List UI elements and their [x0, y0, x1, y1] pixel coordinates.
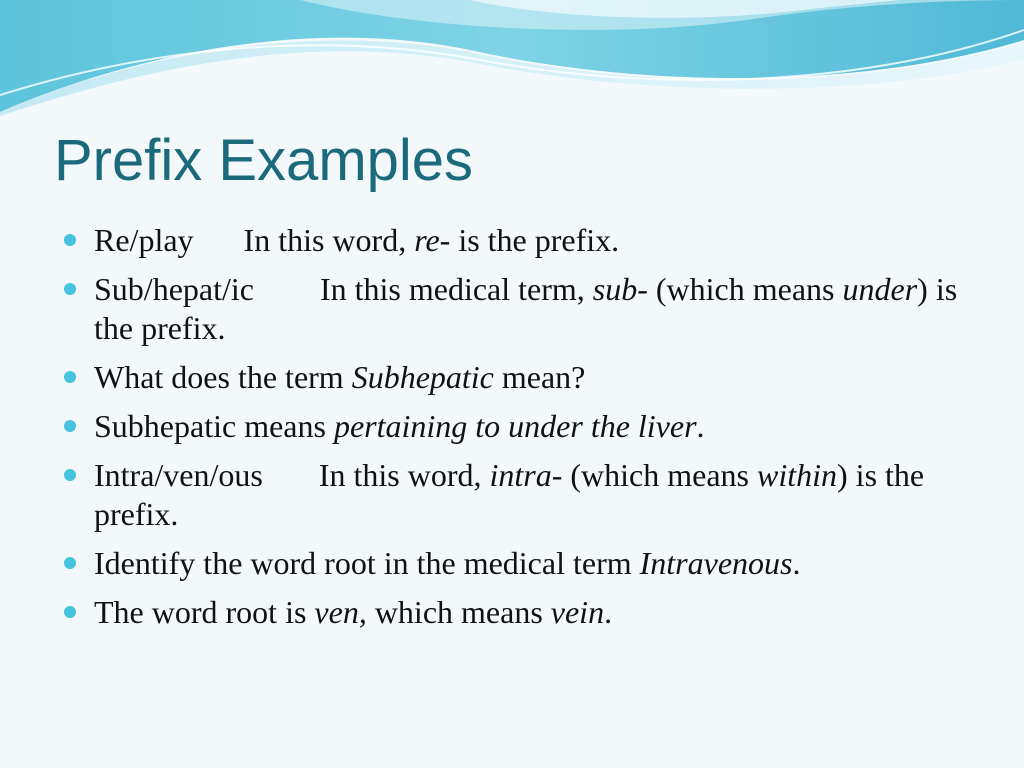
bullet-question-subhepatic [64, 358, 964, 397]
bullet-text: mean? [493, 359, 586, 395]
bullet-dot-icon [64, 606, 76, 618]
bullet-italic: sub [592, 271, 638, 307]
bullet-dot-icon [64, 234, 76, 246]
bullet-italic: intra [489, 457, 552, 493]
bullet-dot-icon [64, 557, 76, 569]
bullet-intravenous [64, 456, 964, 534]
bullet-text: . [792, 545, 801, 581]
bullet-text: In this medical term, [319, 271, 593, 307]
bullet-italic: Subhepatic [351, 359, 494, 395]
bullet-text: Subhepatic means [94, 408, 334, 444]
header-wave-decoration [0, 0, 1024, 120]
bullet-text: In this word, [243, 222, 415, 258]
bullet-text: - is the prefix. [439, 222, 620, 258]
bullet-text: Identify the word root in the medical term [94, 545, 640, 581]
bullet-italic: under [842, 271, 918, 307]
bullet-italic: within [757, 457, 838, 493]
bullet-text: Intra/ven/ous [94, 457, 263, 493]
bullet-list [64, 221, 964, 642]
bullet-text: ) is the prefix. [94, 271, 958, 346]
bullet-italic: vein [550, 594, 605, 630]
bullet-italic: re [414, 222, 440, 258]
bullet-dot-icon [64, 420, 76, 432]
bullet-italic: Intravenous [639, 545, 793, 581]
bullet-text: The word root is [94, 594, 315, 630]
bullet-text: What does the term [94, 359, 352, 395]
bullet-text: . [696, 408, 705, 444]
bullet-text: . [604, 594, 613, 630]
bullet-text: - (which means [637, 271, 843, 307]
bullet-italic: ven, [314, 594, 367, 630]
bullet-answer-subhepatic [64, 407, 964, 446]
bullet-text: In this word, [318, 457, 490, 493]
bullet-dot-icon [64, 469, 76, 481]
bullet-text: Re/play [94, 222, 194, 258]
bullet-replay [64, 221, 964, 260]
slide-title: Prefix Examples [54, 128, 474, 193]
bullet-text: which means [366, 594, 551, 630]
bullet-dot-icon [64, 283, 76, 295]
bullet-text: Sub/hepat/ic [94, 271, 254, 307]
bullet-text: - (which means [551, 457, 757, 493]
bullet-identify-root [64, 544, 964, 583]
bullet-italic: pertaining to under the liver [333, 408, 697, 444]
bullet-dot-icon [64, 371, 76, 383]
bullet-subhepatic [64, 270, 964, 348]
bullet-word-root [64, 593, 964, 632]
bullet-text: ) is the prefix. [94, 457, 925, 532]
